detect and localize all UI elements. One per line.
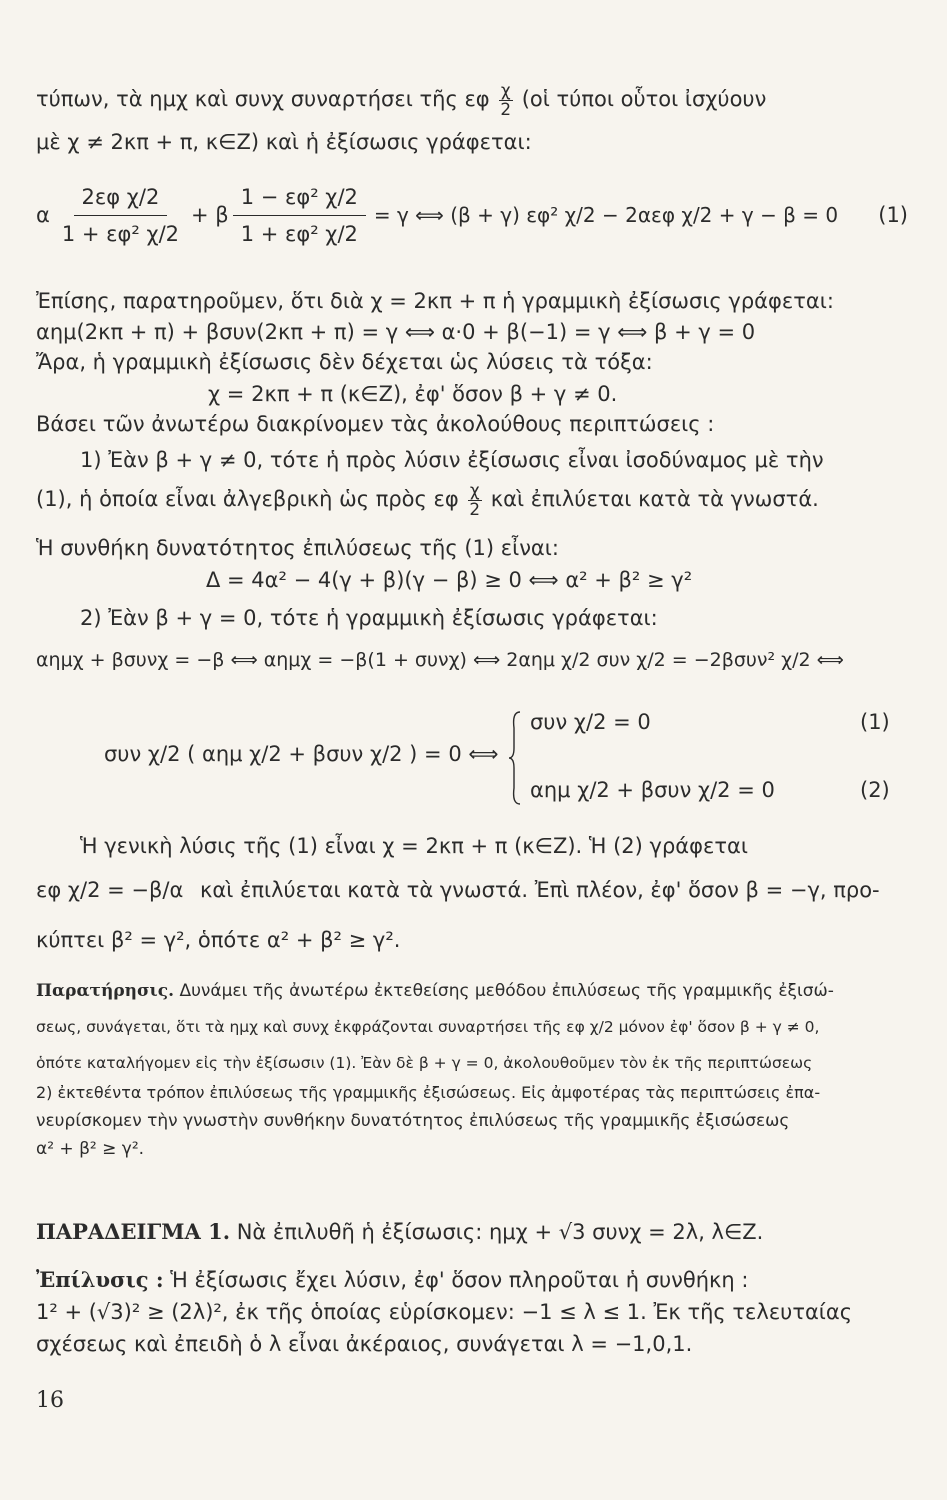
text-line: συν χ/2 ( αημ χ/2 + βσυν χ/2 ) = 0 ⟺ (104, 742, 499, 766)
numerator: χ (469, 480, 480, 500)
line-text: Νὰ ἐπιλυθῆ ἡ ἐξίσωσις: ημχ + √3 συνχ = 2λ, λ∈Ζ. (236, 1220, 764, 1244)
line-text: εφ χ/2 = −β/α (36, 878, 184, 902)
eq-term: = γ ⟺ (β + γ) εφ² χ/2 − 2αεφ χ/2 + γ − β = 0 (373, 203, 839, 227)
text-line: κύπτει β² = γ², ὁπότε α² + β² ≥ γ². (36, 928, 401, 952)
line-text: Δυνάμει τῆς ἀνωτέρω ἐκτεθείσης μεθόδου ἐπιλύσεως τῆς γραμμικῆς ἐξισώ- (179, 981, 834, 1001)
text-line: μὲ χ ≠ 2κπ + π, κ∈Ζ) καὶ ἡ ἐξίσωσις γράφεται: (36, 130, 532, 154)
note-heading: Παρατήρησις. (36, 981, 175, 1001)
solution-label: Ἐπίλυσις : (36, 1267, 164, 1292)
text-line: Δ = 4α² − 4(γ + β)(γ − β) ≥ 0 ⟺ α² + β² ≥ γ² (206, 568, 693, 592)
fraction (233, 183, 366, 248)
equation-tag: (2) (860, 778, 890, 802)
text-line: Ἡ γενικὴ λύσις τῆς (1) εἶναι χ = 2κπ + π (κ∈Ζ). Ἡ (2) γράφεται (80, 834, 748, 858)
note-line: ὁπότε καταλήγομεν εἰς τὴν ἐξίσωσιν (1). Ἐὰν δὲ β + γ = 0, ἀκολουθοῦμεν τὸν ἐκ τῆς περιπτώσεως (36, 1054, 813, 1072)
text-line: Ἐπίσης, παρατηροῦμεν, ὅτι διὰ χ = 2κπ + π ἡ γραμμικὴ ἐξίσωσις γράφεται: (36, 289, 834, 313)
text-line: Ἡ συνθήκη δυνατότητος ἐπιλύσεως τῆς (1) εἶναι: (36, 536, 559, 560)
example-label: ΠΑΡΑΔΕΙΓΜΑ 1. (36, 1219, 231, 1244)
numerator: 1 − εφ² χ/2 (233, 183, 366, 216)
solution-line: σχέσεως καὶ ἐπειδὴ ὁ λ εἶναι ἀκέραιος, συνάγεται λ = −1,0,1. (36, 1332, 693, 1356)
note-line (36, 978, 908, 1004)
case-line: αημ χ/2 + βσυν χ/2 = 0 (530, 778, 775, 802)
equation-tag: (1) (878, 203, 908, 227)
numerator: χ (500, 80, 511, 100)
text-line: 2) Ἐὰν β + γ = 0, τότε ἡ γραμμικὴ ἐξίσωσις γράφεται: (80, 606, 658, 630)
denominator: 1 + εφ² χ/2 (61, 221, 180, 246)
text-line: Βάσει τῶν ἀνωτέρω διακρίνομεν τὰς ἀκολούθους περιπτώσεις : (36, 412, 715, 436)
note-line: 2) ἐκτεθέντα τρόπον ἐπιλύσεως τῆς γραμμικῆς ἐξισώσεως. Εἰς ἀμφοτέρας τὰς περιπτώσεις ἐπα- (36, 1083, 821, 1102)
denominator: 2 (500, 98, 512, 119)
fraction (54, 183, 187, 248)
line-text: (οἱ τύποι οὗτοι ἰσχύουν (521, 87, 767, 112)
text-line: αημ(2κπ + π) + βσυν(2κπ + π) = γ ⟺ α·0 + β(−1) = γ ⟺ β + γ = 0 (36, 320, 756, 344)
fraction (467, 482, 482, 518)
note-line: σεως, συνάγεται, ὅτι τὰ ημχ καὶ συνχ ἐκφράζονται συναρτήσει τῆς εφ χ/2 μόνον ἐφ' ὅσον β + γ ≠ 0, (36, 1018, 820, 1036)
text-line: χ = 2κπ + π (κ∈Ζ), ἐφ' ὅσον β + γ ≠ 0. (208, 382, 618, 406)
text-line: Ἄρα, ἡ γραμμικὴ ἐξίσωσις δὲν δέχεται ὡς λύσεις τὰ τόξα: (36, 350, 653, 374)
equation-1 (36, 170, 908, 260)
note-line: νευρίσκομεν τὴν γνωστὴν συνθήκην δυνατότητος ἐπιλύσεως τῆς γραμμικῆς ἐξισώσεως (36, 1111, 790, 1131)
example-heading (36, 1218, 908, 1246)
text-line (36, 876, 908, 904)
equation-tag: (1) (860, 710, 890, 734)
eq-term: α (36, 203, 50, 227)
solution-line: 1² + (√3)² ≥ (2λ)², ἐκ τῆς ὁποίας εὑρίσκομεν: −1 ≤ λ ≤ 1. Ἐκ τῆς τελευταίας (36, 1300, 853, 1324)
text-line: 1) Ἐὰν β + γ ≠ 0, τότε ἡ πρὸς λύσιν ἐξίσωσις εἶναι ἰσοδύναμος μὲ τὴν (80, 448, 824, 472)
line-text: τύπων, τὰ ημχ καὶ συνχ συναρτήσει τῆς εφ (36, 87, 490, 112)
line-text: καὶ ἐπιλύεται κατὰ τὰ γνωστά. (490, 487, 819, 512)
case-line: συν χ/2 = 0 (530, 710, 651, 734)
denominator: 1 + εφ² χ/2 (240, 221, 358, 246)
line-text: (1), ἡ ὁποία εἶναι ἀλγεβρικὴ ὡς πρὸς εφ (36, 487, 459, 512)
fraction (498, 82, 513, 118)
page-number: 16 (36, 1388, 64, 1413)
text-line (36, 482, 908, 518)
eq-term: + β (191, 203, 229, 227)
curly-brace-icon (508, 710, 522, 806)
denominator: 2 (469, 498, 481, 519)
note-line: α² + β² ≥ γ². (36, 1139, 145, 1159)
line-text: Ἡ ἐξίσωσις ἔχει λύσιν, ἐφ' ὅσον πληροῦται ἡ συνθήκη : (170, 1268, 749, 1292)
text-line: αημχ + βσυνχ = −β ⟺ αημχ = −β(1 + συνχ) ⟺ 2αημ χ/2 συν χ/2 = −2βσυν² χ/2 ⟺ (36, 649, 844, 671)
line-text: καὶ ἐπιλύεται κατὰ τὰ γνωστά. Ἐπὶ πλέον, ἐφ' ὅσον β = −γ, προ- (200, 878, 880, 902)
text-line (36, 82, 908, 118)
numerator: 2εφ χ/2 (74, 183, 168, 216)
solution-line (36, 1266, 908, 1294)
